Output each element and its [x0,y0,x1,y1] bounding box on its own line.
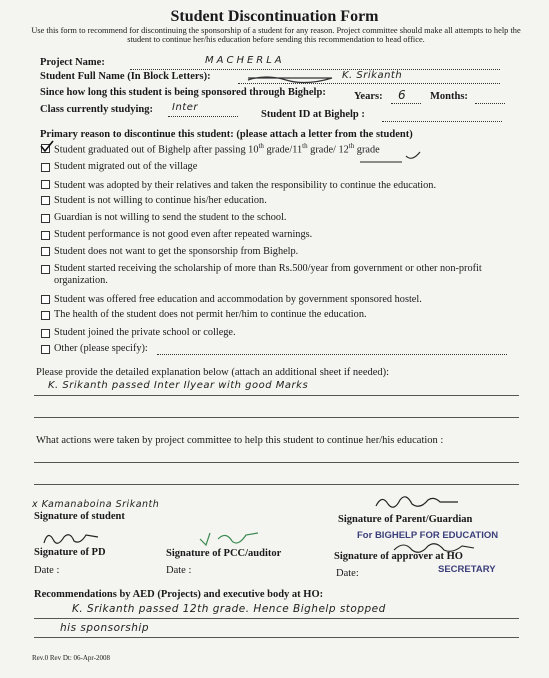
years-line [391,103,421,104]
recommendations-line-1[interactable]: K. Srikanth passed 12th grade. Hence Bighelp stopped [72,603,386,615]
reason-checkbox-guardian[interactable] [41,214,50,223]
reason-checkbox-not-willing[interactable] [41,196,50,205]
project-name-line [130,69,500,70]
form-intro: Use this form to recommend for discontinuing the sponsorship of a student for any reason. Project committee should make all attempts to help the student to continue her/his education before sending this recommendation to head office. [31,26,521,44]
project-name-value[interactable]: MACHERLA [205,55,285,66]
reasons-heading: Primary reason to discontinue this student: (please attach a letter from the student) [40,129,413,140]
reason-other: Other (please specify): [54,343,148,354]
reason-scholarship: Student started receiving the scholarship of more than Rs.500/year from government or other non-profit organization. [54,263,482,286]
years-value[interactable]: 6 [398,88,407,102]
explanation-line-2 [34,417,519,418]
reason-checkbox-health[interactable] [41,311,50,320]
checkmark-icon [40,140,54,153]
reason-checkbox-no-sponsorship[interactable] [41,247,50,256]
revision-footer: Rev.0 Rev Dt: 06-Apr-2008 [32,654,110,662]
organization-stamp-line2: SECRETARY [438,564,496,575]
class-value[interactable]: Inter [172,102,198,113]
pcc-date-label: Date : [166,565,192,576]
parent-signature-label: Signature of Parent/Guardian [338,514,473,525]
other-specify-line [157,354,507,355]
student-id-label: Student ID at Bighelp : [261,109,365,120]
class-label: Class currently studying: [40,104,153,115]
form-title: Student Discontinuation Form [170,8,379,25]
approver-date-label: Date: [336,568,359,579]
parent-signature-scribble [372,492,462,516]
pd-date-label: Date : [34,565,60,576]
months-line [475,103,505,104]
reason-checkbox-adopted[interactable] [41,180,50,189]
reason-adopted: Student was adopted by their relatives and taken the responsibility to continue the education. [54,180,437,191]
reason-no-sponsorship: Student does not want to get the sponsorship from Bighelp. [54,246,299,257]
reason-checkbox-scholarship[interactable] [41,265,50,274]
reason-checkbox-performance[interactable] [41,231,50,240]
reason-performance: Student performance is not good even after repeated warnings. [54,229,313,240]
explanation-line-1 [34,395,519,396]
since-label: Since how long this student is being sponsored through Bighelp: [40,87,326,98]
explanation-value[interactable]: K. Srikanth passed Inter Ilyear with good Marks [48,380,309,391]
class-line [168,116,238,117]
actions-line-1 [34,462,519,463]
organization-stamp-line1: For BIGHELP FOR EDUCATION [357,530,499,541]
reason-graduated: Student graduated out of Bighelp after passing 10th grade/11th grade/ 12th grade [54,142,380,156]
reason-health: The health of the student does not permit her/him to continue the education. [54,309,367,320]
recommendations-label: Recommendations by AED (Projects) and executive body at HO: [34,589,324,600]
student-id-line [382,121,502,122]
explanation-label: Please provide the detailed explanation below (attach an additional sheet if needed): [36,367,390,378]
approver-signature-label: Signature of approver at HO [334,551,463,562]
pd-signature-scribble [42,527,100,549]
pd-signature-label: Signature of PD [34,547,106,558]
student-signature-label: Signature of student [34,511,125,522]
reason-checkbox-hostel[interactable] [41,295,50,304]
project-name-label: Project Name: [40,57,105,68]
months-label: Months: [430,91,468,102]
recommendations-rule-1 [34,618,519,619]
student-name-label: Student Full Name (In Block Letters): [40,71,211,82]
reason-hostel: Student was offered free education and accommodation by government sponsored hostel. [54,294,422,305]
reason-not-willing: Student is not willing to continue his/her education. [54,195,267,206]
recommendations-line-2[interactable]: his sponsorship [60,622,150,634]
reason-private-school: Student joined the private school or college. [54,327,236,338]
years-label: Years: [354,91,383,102]
pcc-signature-scribble [196,527,262,549]
reason-migrated: Student migrated out of the village [54,161,198,172]
scribbled-out-name-mark [246,72,336,84]
recommendations-rule-2 [34,637,519,638]
actions-line-2 [34,484,519,485]
actions-label: What actions were taken by project committee to help this student to continue her/his education : [36,435,444,446]
reason-checkbox-private-school[interactable] [41,329,50,338]
grade-underline-mark [358,150,424,166]
reason-checkbox-other[interactable] [41,345,50,354]
reason-guardian: Guardian is not willing to send the student to the school. [54,212,287,223]
reason-checkbox-migrated[interactable] [41,163,50,172]
student-name-value[interactable]: K. Srikanth [342,70,403,81]
pcc-signature-label: Signature of PCC/auditor [166,548,282,559]
student-signature-handwriting: x Kamanaboina Srikanth [32,499,160,510]
